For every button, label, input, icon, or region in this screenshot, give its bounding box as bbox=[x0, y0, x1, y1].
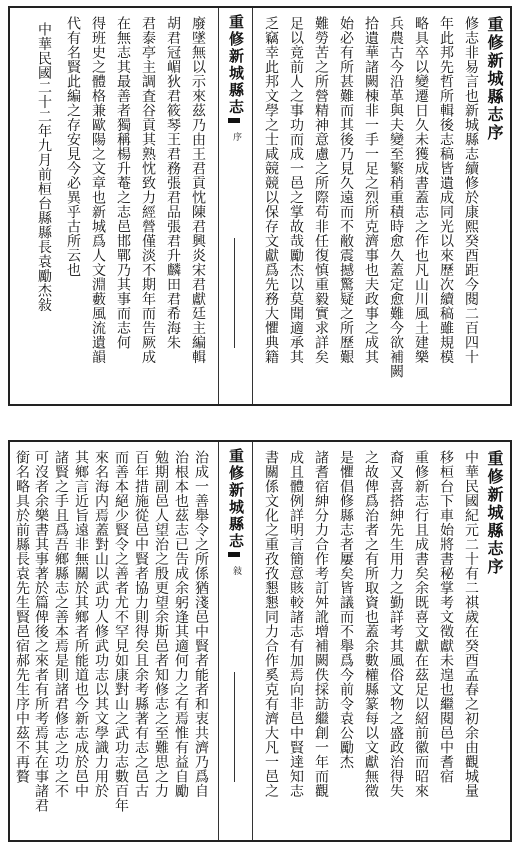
top-text-col-11: 胡君冠嵋狄君筱琴王君務張君品張君升麟田君希海朱 bbox=[165, 16, 181, 350]
bottom-text-col-5: 之故俾爲治者之有所取資也蓋余數權縣篆每以文獻無徵 bbox=[363, 450, 379, 798]
bottom-text-col-8: 成且體例詳明言簡意賅較諸志有加焉向非邑中賢達知志 bbox=[288, 450, 304, 798]
bottom-text-col-14: 而善本絕少賢令之善者尤不罕見如康對山之武功志數百年 bbox=[113, 450, 129, 813]
top-center-title: 重修新城縣志 bbox=[227, 14, 245, 116]
bottom-text-col-10: 治成一善舉令之所係猶淺邑中賢者能者和衷共濟乃爲自 bbox=[193, 450, 209, 798]
top-center-strip bbox=[218, 8, 252, 404]
bottom-center-sub: 敍 bbox=[231, 566, 241, 575]
bottom-page-title: 重修新城縣志序 bbox=[485, 450, 504, 576]
top-text-col-8: 足以竟前人之事功而成一邑之掌故哉勵杰以莫聞適承其 bbox=[288, 16, 304, 364]
top-page-title: 重修新城縣志序 bbox=[485, 16, 504, 142]
top-text-col-10: 廢墜無以示來茲乃由王君貢忱陳君興炎宋君獻廷主編輯 bbox=[190, 16, 206, 364]
bottom-text-col-2: 移桓台下車始將書秘掌考文徵獻未遑也繼閱邑中耆宿 bbox=[438, 450, 454, 784]
top-text-col-6: 始必有所甚難而其後乃見久遠而不敝震撼驚疑之所歷艱 bbox=[338, 16, 354, 364]
bottom-text-col-9: 書關係文化之重孜孜懇懇同力合作奚克有濟大凡一邑之 bbox=[263, 450, 279, 798]
bottom-text-col-18: 可沒者余樂書其事著於篇俾後之來者有所考焉其在事諸君 bbox=[33, 450, 49, 813]
bottom-text-col-19: 銜名略具於前縣長袁先生賢邑宿郝先生序中茲不再贅 bbox=[14, 450, 30, 784]
top-text-col-12: 君泰亭主調査谷貢其熟忱致力經營僅淡不期年而告厥成 bbox=[140, 16, 156, 364]
top-text-col-15: 代有名賢此編之存安見今必異乎古所云也 bbox=[65, 16, 81, 277]
top-page bbox=[8, 6, 512, 406]
center-rule-right bbox=[252, 8, 253, 404]
top-text-col-4: 兵農古今沿革與夫變至繁稍重積時愈久蓋定愈難今欲補闕 bbox=[388, 16, 404, 379]
bottom-text-col-11: 治根本也茲志已告成余躬逢其適何力之有焉惟有益自勵 bbox=[173, 450, 189, 798]
top-text-col-13: 在無志其最善者獨稱楊升菴之志邑邯鄲乃其事而志何 bbox=[115, 16, 131, 350]
bottom-text-col-6: 是懼倡修縣志者屢矣皆議而不舉爲今前令袁公勵杰 bbox=[338, 450, 354, 769]
center-rule-right bbox=[252, 442, 253, 840]
top-date-line: 中華民國二十二年九月前桓台縣縣長袁勵杰敍 bbox=[36, 22, 52, 312]
top-text-col-9: 乏竊幸此邦文學之士咸競競以保存文獻爲先務大懼典籍 bbox=[263, 16, 279, 364]
top-text-col-14: 得班史之體格兼歐陽之文章也新城爲人文淵藪風流遺韻 bbox=[90, 16, 106, 364]
bottom-text-col-3: 重修新志行且成書矣余既喜文獻在茲足以紹前徽而昭來 bbox=[413, 450, 429, 798]
top-text-col-1: 修志非易言也新城縣志續修於康熙癸酉距今閱二百四十 bbox=[463, 16, 479, 364]
center-rule-left bbox=[218, 442, 219, 840]
bottom-text-col-12: 勉期副邑人望治之殷更望余斯邑者知修志之至難思之力 bbox=[153, 450, 169, 798]
bottom-text-col-15: 來名海内焉蓋對山以武功人修武功志以其文學識力用於 bbox=[93, 450, 109, 798]
bottom-center-strip bbox=[218, 442, 252, 840]
top-text-col-2: 年此邦先哲所輯後志稿皆遺成同光以來歷次續稿雖規模 bbox=[438, 16, 454, 364]
center-bar bbox=[234, 672, 235, 782]
center-rule-left bbox=[218, 8, 219, 404]
bottom-text-col-1: 中華民國紀元二十有二祺歲在癸酉孟春之初余由觀城量 bbox=[463, 450, 479, 798]
bottom-text-col-7: 諸耆宿紳分力合作考訂舛訛增補闕佚採訪繼創一年而觀 bbox=[313, 450, 329, 798]
top-text-col-3: 略具卒以變遷日久未獲成書蓋志之作也凡山川風土建樂 bbox=[413, 16, 429, 364]
fishtail-mark-icon bbox=[228, 118, 240, 133]
top-center-sub: 序 bbox=[231, 132, 241, 141]
top-text-col-5: 拾遺華諸闕棟非一手一足之烈所克濟事也夫政事之成其 bbox=[363, 16, 379, 364]
fishtail-mark-icon bbox=[228, 552, 240, 567]
center-bar bbox=[234, 238, 235, 348]
top-text-col-7: 難勞苦之所營精神意慮之所際苟非任復慎重毅實求詳矣 bbox=[313, 16, 329, 364]
bottom-text-col-4: 裔又喜搭紳先生用力之勤詳考其風俗文物之盛政治得失 bbox=[388, 450, 404, 798]
bottom-text-col-17: 諸賢之手且爲吾鄉縣志之善本焉是則諸君修志之功之不 bbox=[53, 450, 69, 798]
bottom-text-col-13: 百年措施從邑中賢者協力則得矣且余考縣著有志之邑古 bbox=[133, 450, 149, 798]
bottom-page bbox=[8, 440, 512, 842]
bottom-center-title: 重修新城縣志 bbox=[227, 448, 245, 550]
bottom-text-col-16: 其鄉言近旨遠非無關於其鄉者所能道也今新志成於邑中 bbox=[73, 450, 89, 798]
